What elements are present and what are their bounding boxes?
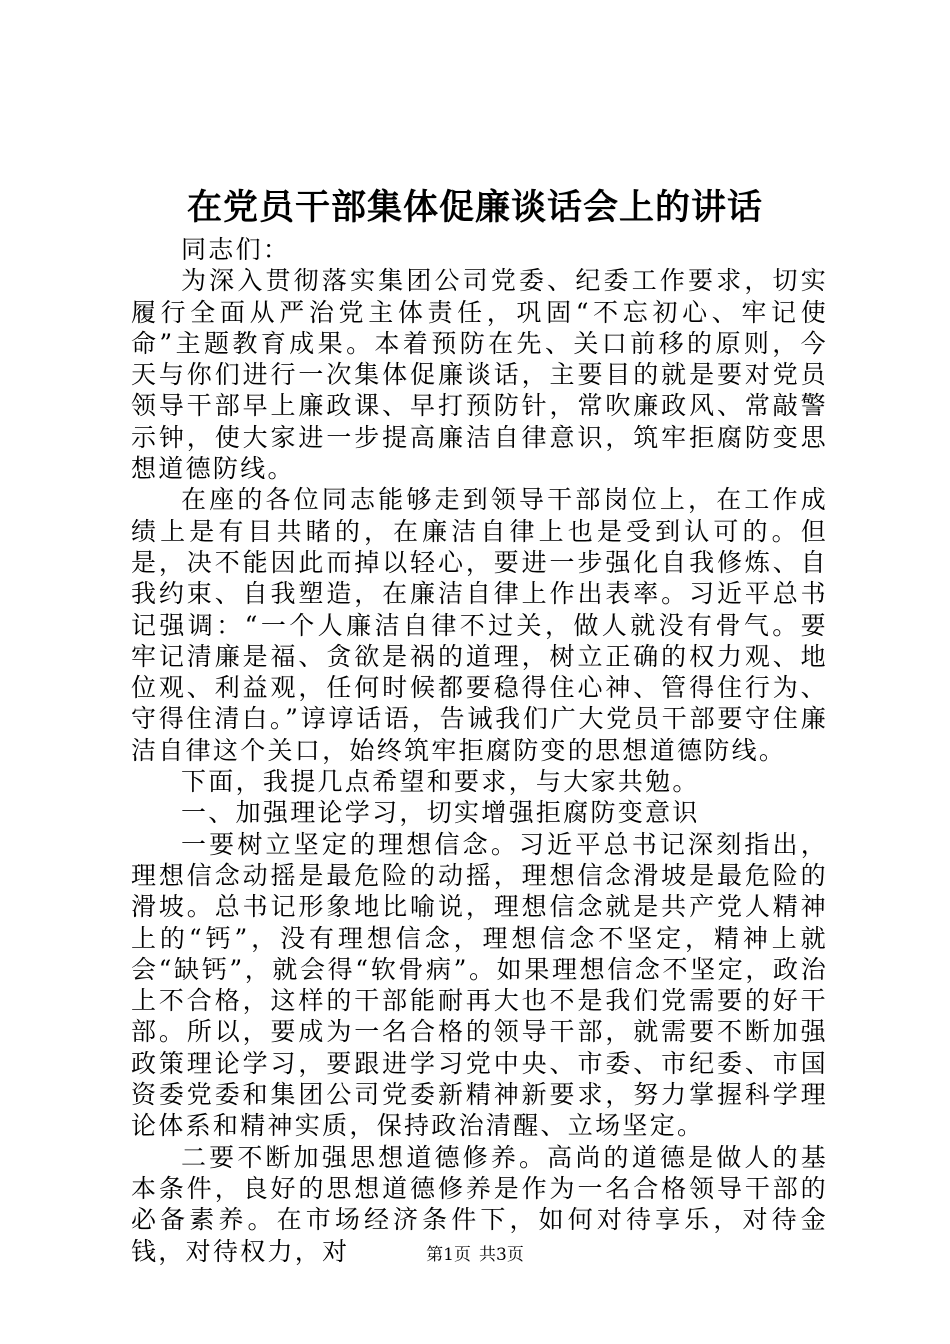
body-paragraph: 一要树立坚定的理想信念。习近平总书记深刻指出，理想信念动摇是最危险的动摇，理想信念滑坡是最危险的滑坡。总书记形象地比喻说，理想信念就是共产党人精神上的“钙”，没有理想信念，理想信念不坚定，精神上就会“缺钙”，就会得“软骨病”。如果理想信念不坚定，政治上不合格，这样的干部能耐再大也不是我们党需要的好干部。所以，要成为一名合格的领导干部，就需要不断加强政策理论学习，要跟进学习党中央、市委、市纪委、市国资委党委和集团公司党委新精神新要求，努力掌握科学理论体系和精神实质，保持政治清醒、立场坚定。: [131, 829, 828, 1141]
page-number: 第1页: [426, 1245, 471, 1265]
page-total: 共3页: [479, 1245, 524, 1265]
body-paragraph: 下面，我提几点希望和要求，与大家共勉。: [181, 767, 700, 797]
body-paragraph: 在座的各位同志能够走到领导干部岗位上，在工作成绩上是有目共睹的，在廉洁自律上也是受到认可的。但是，决不能因此而掉以轻心，要进一步强化自我修炼、自我约束、自我塑造，在廉洁自律上作出表率。习近平总书记强调：“一个人廉洁自律不过关，做人就没有骨气。要牢记清廉是福、贪欲是祸的道理，树立正确的权力观、地位观、利益观，任何时候都要稳得住心神、管得住行为、守得住清白。”谆谆话语，告诫我们广大党员干部要守住廉洁自律这个关口，始终筑牢拒腐防变的思想道德防线。: [131, 485, 828, 765]
page-footer: [0, 1244, 950, 1266]
body-paragraph: 二要不断加强思想道德修养。高尚的道德是做人的基本条件，良好的思想道德修养是作为一名合格领导干部的必备素养。在市场经济条件下，如何对待享乐，对待金钱，对待权力，对: [131, 1142, 828, 1266]
document-title: 在党员干部集体促廉谈话会上的讲话: [186, 187, 763, 228]
document-body: [131, 234, 828, 1267]
section-heading: 一、加强理论学习，切实增强拒腐防变意识: [181, 798, 700, 828]
body-paragraph: 为深入贯彻落实集团公司党委、纪委工作要求，切实履行全面从严治党主体责任，巩固“不忘初心、牢记使命”主题教育成果。本着预防在先、关口前移的原则，今天与你们进行一次集体促廉谈话，主要目的就是要对党员领导干部早上廉政课、早打预防针，常吹廉政风、常敲警示钟，使大家进一步提高廉洁自律意识，筑牢拒腐防变思想道德防线。: [131, 266, 828, 484]
salutation-paragraph: 同志们：: [181, 235, 291, 264]
